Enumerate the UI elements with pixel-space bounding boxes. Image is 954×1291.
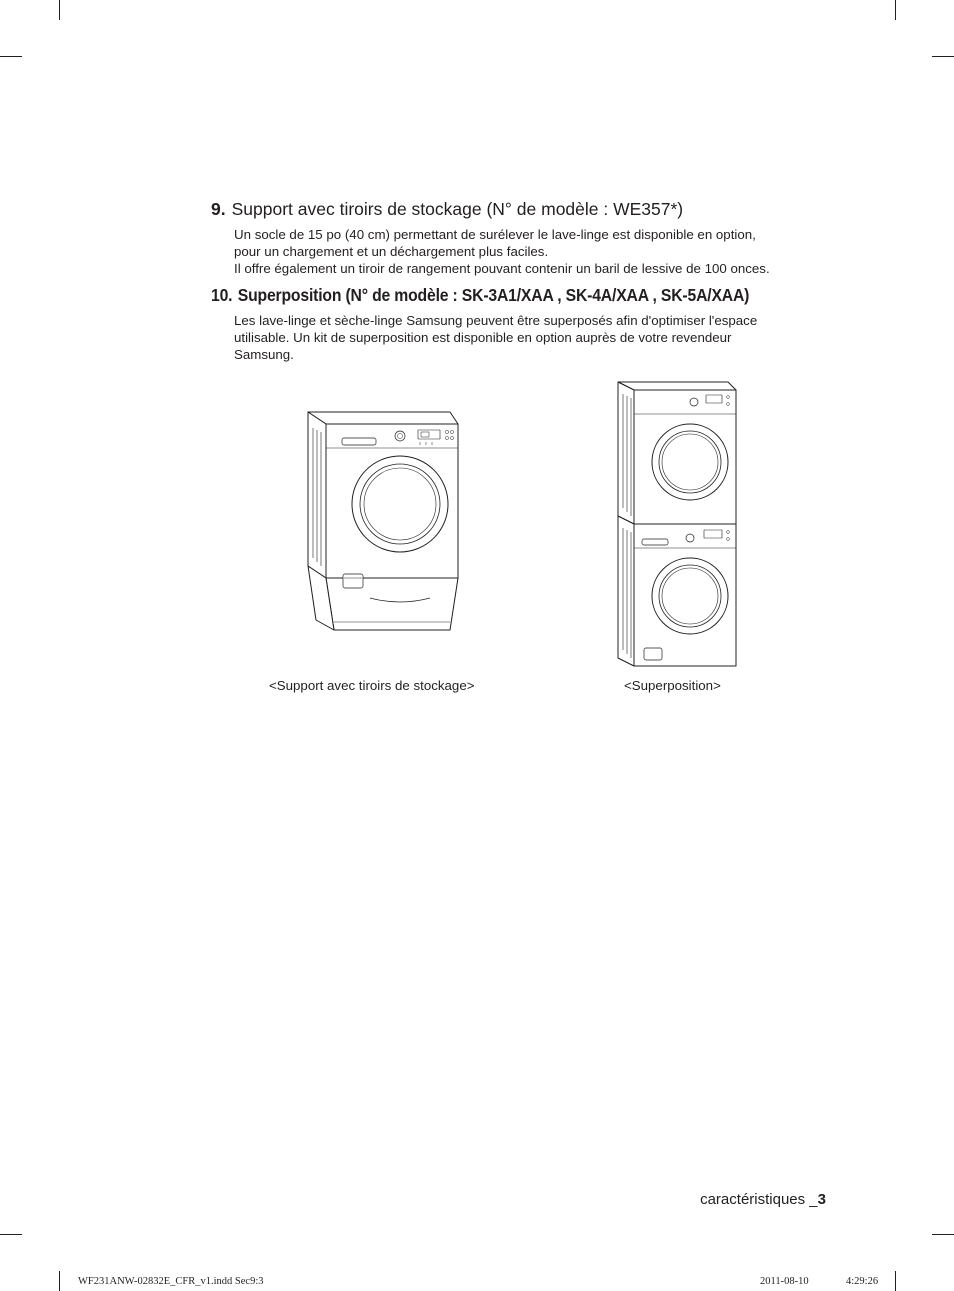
crop-mark xyxy=(895,1271,896,1291)
pedestal-caption: <Support avec tiroirs de stockage> xyxy=(269,678,475,693)
crop-mark xyxy=(895,0,896,20)
section-10-paragraph xyxy=(234,312,834,363)
paragraph-line: Les lave-linge et sèche-linge Samsung peuvent être superposés afin d'optimiser l'espace xyxy=(234,313,758,328)
crop-mark xyxy=(932,1234,954,1235)
crop-mark xyxy=(932,56,954,57)
crop-mark xyxy=(0,1234,22,1235)
footer-section-label: caractéristiques _ xyxy=(700,1191,818,1208)
section-9-number: 9. xyxy=(211,199,226,219)
crop-mark xyxy=(59,1271,60,1291)
paragraph-line: Il offre également un tiroir de rangement pouvant contenir un baril de lessive de 100 onces. xyxy=(234,261,770,276)
page-number: 3 xyxy=(817,1191,826,1208)
paragraph-line: utilisable. Un kit de superposition est disponible en option auprès de votre revendeur xyxy=(234,330,732,345)
page-footer xyxy=(700,1191,826,1208)
paragraph-line: Un socle de 15 po (40 cm) permettant de surélever le lave-linge est disponible en option, xyxy=(234,227,756,242)
slug-time: 4:29:26 xyxy=(846,1276,879,1287)
section-9-heading xyxy=(211,199,683,220)
slug-date: 2011-08-10 xyxy=(760,1276,809,1287)
slug-file: WF231ANW-02832E_CFR_v1.indd Sec9:3 xyxy=(78,1276,264,1287)
stack-caption: <Superposition> xyxy=(624,678,721,693)
crop-mark xyxy=(59,0,60,20)
paragraph-line: pour un chargement et un déchargement plus faciles. xyxy=(234,244,549,259)
crop-mark xyxy=(0,56,22,57)
section-10-heading xyxy=(211,285,749,306)
paragraph-line: Samsung. xyxy=(234,347,294,362)
section-10-number: 10. xyxy=(211,285,233,305)
washer-on-pedestal-illustration xyxy=(300,408,465,638)
section-9-paragraph xyxy=(234,226,834,277)
stacked-washer-dryer-illustration xyxy=(610,378,742,672)
section-9-title: Support avec tiroirs de stockage (N° de modèle : WE357*) xyxy=(231,199,684,219)
section-10-title: Superposition (N° de modèle : SK-3A1/XAA , SK-4A/XAA , SK-5A/XAA) xyxy=(237,285,750,305)
